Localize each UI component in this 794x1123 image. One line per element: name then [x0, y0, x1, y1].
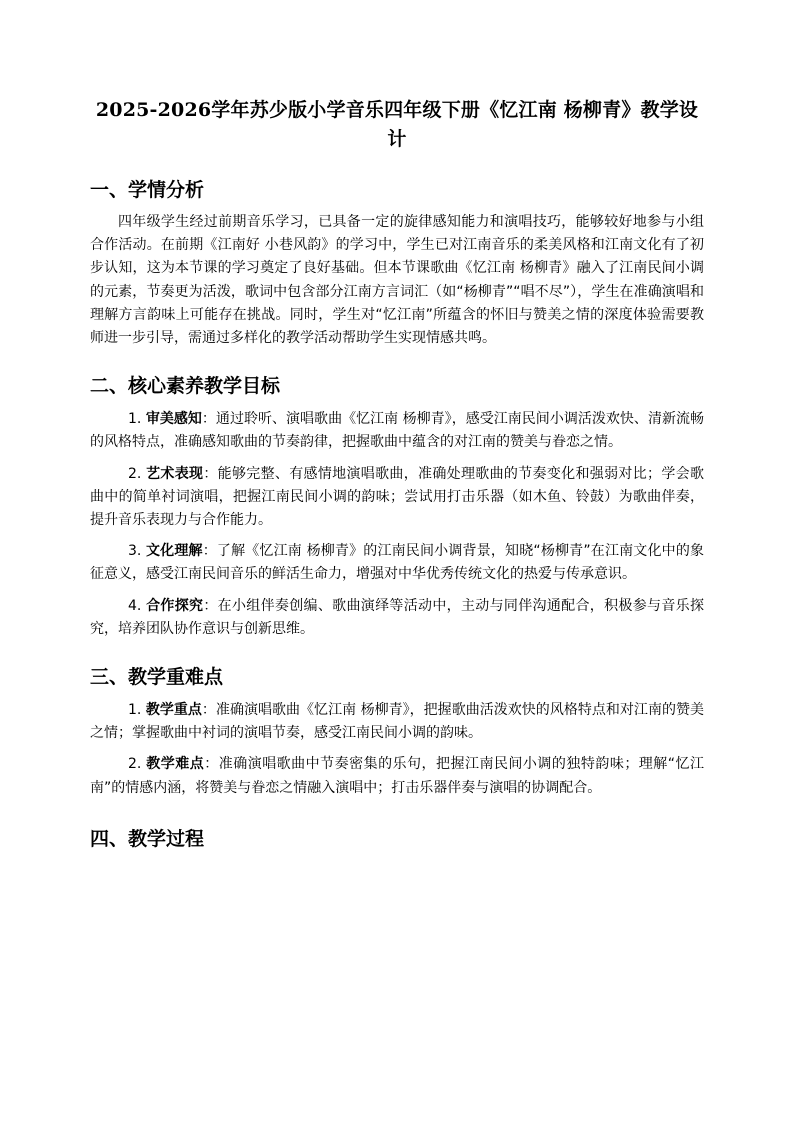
section-heading-objectives: 二、核心素养教学目标: [90, 375, 281, 398]
item-label: 文化理解: [146, 543, 203, 560]
key-point-item: [90, 699, 704, 745]
objective-item: [90, 540, 704, 586]
section-heading-situation: 一、学情分析: [90, 179, 205, 201]
objective-item: [90, 463, 704, 533]
item-number: 4.: [128, 597, 142, 614]
item-text: ：了解《忆江南 杨柳青》的江南民间小调背景，知晓“杨柳青”在江南文化中的象征意义，感受江南民间音乐的鲜活生命力，增强对中华优秀传统文化的热爱与传承意识。: [90, 543, 705, 583]
item-label: 合作探究: [146, 597, 204, 614]
section-heading-key-points: 三、教学重难点: [90, 666, 224, 689]
item-text: ：能够完整、有感情地演唱歌曲，准确处理歌曲的节奏变化和强弱对比；学会歌曲中的简单衬词演唱，把握江南民间小调的韵味；尝试用打击乐器（如木鱼、铃鼓）为歌曲伴奏，提升音乐表现力与合作能力。: [90, 465, 704, 529]
objective-item: [90, 408, 704, 454]
item-number: 2.: [128, 756, 142, 773]
document-page: [90, 0, 704, 853]
item-text: ：通过聆听、演唱歌曲《忆江南 杨柳青》，感受江南民间小调活泼欢快、清新流畅的风格特点，准确感知歌曲的节奏韵律，把握歌曲中蕴含的对江南的赞美与眷恋之情。: [90, 411, 704, 451]
item-number: 3.: [128, 543, 142, 560]
item-text: ：准确演唱歌曲《忆江南 杨柳青》，把握歌曲活泼欢快的风格特点和对江南的赞美之情；掌握歌曲中衬词的演唱节奏，感受江南民间小调的韵味。: [90, 702, 704, 742]
objective-item: [90, 595, 704, 641]
situation-paragraph: 四年级学生经过前期音乐学习，已具备一定的旋律感知能力和演唱技巧，能够较好地参与小组合作活动。在前期《江南好 小巷风韵》的学习中，学生已对江南音乐的柔美风格和江南文化有了初步认知，这为本节课的学习奠定了良好基础。但本节课歌曲《忆江南 杨柳青》融入了江南民间小调的元素，节奏更为活泼，歌词中包含部分江南方言词汇（如“杨柳青”“唱不尽”），学生在准确演唱和理解方言韵味上可能存在挑战。同时，学生对“忆江南”所蕴含的怀旧与赞美之情的深度体验需要教师进一步引导，需通过多样化的教学活动帮助学生实现情感共鸣。: [90, 214, 704, 347]
item-label: 教学重点: [145, 702, 202, 719]
section-heading-process: 四、教学过程: [90, 827, 205, 850]
item-number: 1.: [128, 411, 142, 428]
item-label: 艺术表现: [146, 465, 204, 482]
item-text: ：准确演唱歌曲中节奏密集的乐句，把握江南民间小调的独特韵味；理解“忆江南”的情感内涵，将赞美与眷恋之情融入演唱中；打击乐器伴奏与演唱的协调配合。: [90, 756, 704, 796]
item-label: 教学难点: [146, 756, 205, 773]
item-label: 审美感知: [145, 411, 202, 428]
item-number: 2.: [128, 465, 142, 482]
item-text: ：在小组伴奏创编、歌曲演绎等活动中，主动与同伴沟通配合，积极参与音乐探究，培养团队协作意识与创新思维。: [90, 597, 704, 637]
item-number: 1.: [128, 702, 142, 719]
document-title: 2025-2026学年苏少版小学音乐四年级下册《忆江南 杨柳青》教学设计: [95, 99, 699, 150]
key-point-item: [90, 753, 704, 799]
